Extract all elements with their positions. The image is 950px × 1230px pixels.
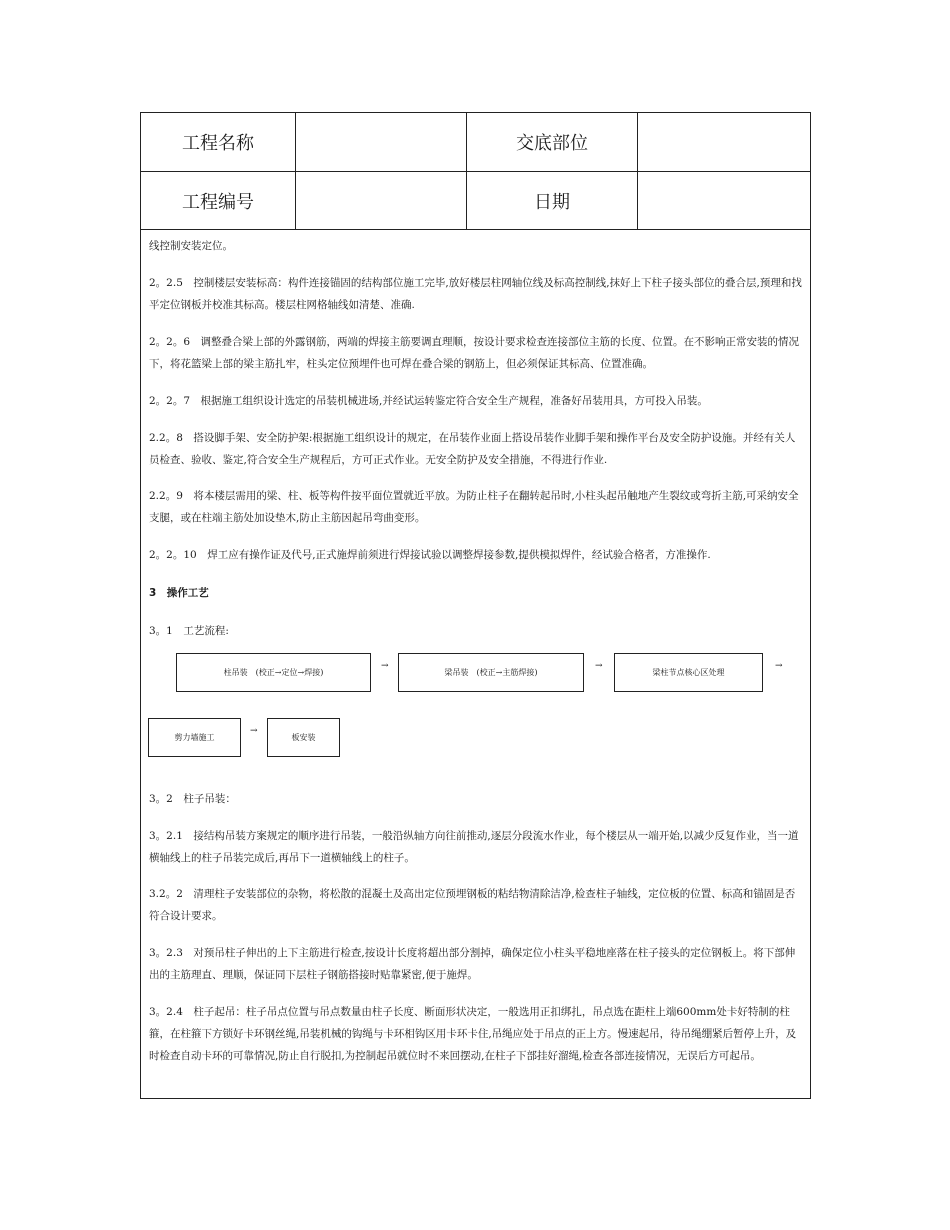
paragraph-3-2: 3。2 柱子吊装：	[149, 793, 236, 805]
project-number-value[interactable]	[296, 172, 467, 230]
paragraph-2-2-9: 2.2。9 将本楼层需用的梁、柱、板等构件按平面位置就近平放。为防止柱子在翻转起吊时,小柱头起吊触地产生裂纹或弯折主筋,可采纳安全支腿，或在柱端主筋处加设垫木,防止主筋因起吊弯曲变形。	[149, 490, 799, 524]
paragraph-2-2-10: 2。2。10 焊工应有操作证及代号,正式施焊前须进行焊接试验以调整焊接参数,提供模拟焊件，经试验合格者，方准操作.	[149, 549, 711, 561]
handover-part-value[interactable]	[638, 113, 810, 172]
flow-step-slab-install: 板安装	[267, 718, 340, 757]
paragraph-2-2-5: 2。2.5 控制楼层安装标高：构件连接锚固的结构部位施工完毕,放好楼层柱网轴位线及标高控制线,抹好上下柱子接头部位的叠合层,预理和找平定位钢板并校准其标高。楼层柱网格轴线如清楚、准确.	[149, 277, 802, 311]
project-number-label: 工程编号	[141, 172, 296, 230]
project-name-label: 工程名称	[141, 113, 296, 172]
handover-part-label: 交底部位	[467, 113, 638, 172]
section-3-heading: 3 操作工艺	[149, 587, 209, 599]
paragraph-3-2-2: 3.2。2 清理柱子安装部位的杂物，将松散的混凝土及高出定位预埋钢板的粘结物清除洁净,检查柱子轴线，定位板的位置、标高和锚固是否符合设计要求。	[149, 888, 796, 922]
flow-arrow-1: →	[381, 661, 389, 671]
paragraph-0: 线控制安装定位。	[149, 240, 233, 252]
header-table	[141, 113, 810, 230]
paragraph-2-2-7: 2。2。7 根据施工组织设计选定的吊装机械进场,并经试运转鉴定符合安全生产规程，准备好吊装用具，方可投入吊装。	[149, 395, 708, 407]
paragraph-3-1: 3。1 工艺流程:	[149, 625, 229, 637]
paragraph-2-2-8: 2.2。8 搭设脚手架、安全防护架:根据施工组织设计的规定，在吊装作业面上搭设吊装作业脚手架和操作平台及安全防护设施。并经有关人员检查、验收、鉴定,符合安全生产规程后，方可正式作业。无安全防护及安全措施，不得进行作业.	[149, 432, 796, 466]
flow-step-shear-wall: 剪力墙施工	[148, 718, 241, 757]
paragraph-2-2-6: 2。2。6 调整叠合梁上部的外露钢筋，两端的焊接主筋要调直理顺，按设计要求检查连接部位主筋的长度、位置。在不影响正常安装的情况下，将花篮梁上部的梁主筋扎牢，柱头定位预埋件也可焊在叠合梁的钢筋上，但必须保证其标高、位置准确。	[149, 336, 800, 370]
date-label: 日期	[467, 172, 638, 230]
paragraph-3-2-1: 3。2.1 接结构吊装方案规定的顺序进行吊装，一般沿纵轴方向往前推动,逐层分段流水作业，每个楼层从一端开始,以减少反复作业，当一道横轴线上的柱子吊装完成后,再吊下一道横轴线上的柱子。	[149, 830, 799, 864]
flow-arrow-2: →	[595, 661, 603, 671]
paragraph-3-2-4: 3。2.4 柱子起吊：柱子吊点位置与吊点数量由柱子长度、断面形状决定，一般选用正扣绑扎，吊点选在距柱上端600mm处卡好特制的柱箍，在柱箍下方锁好卡环钢丝绳,吊装机械的钩绳与卡环相钩区用卡环卡住,吊绳应处于吊点的正上方。慢速起吊，待吊绳绷紧后暂停上升，及时检查自动卡环的可靠情况,防止自行脱扣,为控制起吊就位时不来回摆动,在柱子下部挂好溜绳,检查各部连接情况，无误后方可起吊。	[149, 1006, 797, 1062]
project-name-value[interactable]	[296, 113, 467, 172]
date-value[interactable]	[638, 172, 810, 230]
flow-step-joint-core: 梁柱节点核心区处理	[614, 653, 763, 692]
flow-step-column-hoisting: 柱吊装 (校正→定位→焊接)	[176, 653, 371, 692]
paragraph-3-2-3: 3。2.3 对预吊柱子伸出的上下主筋进行检查,按设计长度将超出部分割掉，确保定位小柱头平稳地座落在柱子接头的定位钢板上。将下部伸出的主筋理直、理顺，保证同下层柱子钢筋搭接时贴靠紧密,便于施焊。	[149, 947, 796, 981]
handover-document	[140, 112, 811, 1099]
flow-step-beam-hoisting: 梁吊装 (校正→主筋焊接)	[398, 653, 584, 692]
flow-arrow-4: →	[250, 726, 258, 736]
flow-arrow-3: →	[775, 661, 783, 671]
